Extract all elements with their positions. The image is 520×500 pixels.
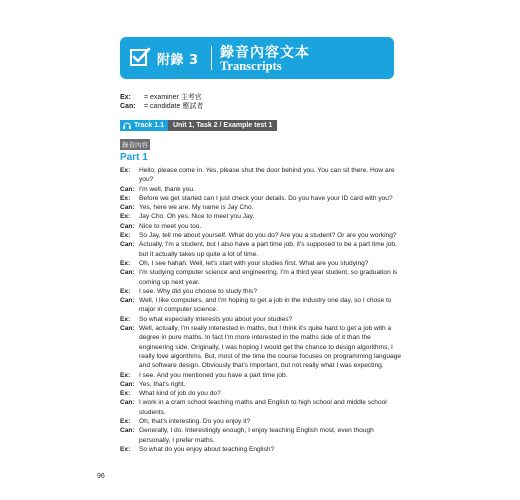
recording-label: 錄音內容 [122,141,148,149]
transcript-line [120,417,402,426]
speaker-label: Ex: [120,232,131,240]
speaker-label: Ex: [120,445,131,453]
speaker-label: Ex: [120,213,131,221]
appendix-banner [120,37,394,79]
title-english: Transcripts [220,59,282,73]
speaker-label: Ex: [120,259,131,267]
appendix-number: 附錄 3 [157,53,199,68]
legend-desc: = examiner 主考官 [144,94,202,101]
utterance-text: Well, actually, I'm really interested in maths, but I think it's quite hard to get a job with a degree in pure maths. In fact I'm more interested in the maths side of it than the engineering side. Originally, I was hoping I would get the chance to design algorithms, I really love algorithms. But, most of the time the course focuses on programming language and software design. Obviously that's important, but not really what I was expecting. [139,325,402,370]
speaker-label: Ex: [120,315,131,323]
track-label[interactable] [120,120,168,131]
speaker-label: Ex: [120,167,131,174]
headphones-icon [123,122,131,129]
transcript-line [120,185,402,194]
utterance-text: Jay Cho. Oh yes. Nice to meet you Jay. [139,213,255,221]
speaker-label: Can: [120,380,135,388]
transcript-line [120,371,402,380]
track-number: Track 1.1 [134,122,164,129]
transcript-line [120,389,402,398]
speaker-label: Can: [120,222,135,230]
title-chinese: 錄音內容文本 [220,45,310,61]
utterance-text: Before we get started can I just check your details. Do you have your ID card with you? [139,194,393,202]
utterance-text: I see. And you mentioned you have a part time job. [139,371,288,379]
utterance-text: Well, I like computers, and I'm hoping to get a job in the industry one day, so I chose to major in computer science. [139,297,392,314]
transcript-line [120,324,402,370]
speaker-label: Ex: [120,390,131,398]
transcript-line [120,222,402,231]
utterance-text: Yes, that's right. [139,380,186,388]
transcript-line [120,166,402,185]
track-title: Unit 1, Task 2 / Example test 1 [168,120,277,131]
legend-abbr: Ex: [120,94,131,101]
utterance-text: I'm studying computer science and engineering. I'm a third year student, so graduation is coming up next year. [139,269,398,286]
speaker-label: Can: [120,399,135,407]
speaker-label: Can: [120,269,135,277]
utterance-text: So what do you enjoy about teaching English? [139,445,275,453]
speaker-label: Can: [120,204,135,212]
transcript-line [120,240,402,259]
transcript-line [120,194,402,203]
speaker-label: Can: [120,427,135,435]
checkbox-icon [129,46,151,68]
utterance-text: Oh, I see hahah. Well, let's start with your studies first. What are you studying? [139,259,369,267]
utterance-text: I work in a cram school teaching maths and English to high school and middle school students. [139,399,387,416]
legend-desc: = candidate 應試者 [144,103,204,110]
utterance-text: So what especially interests you about your studies? [139,315,293,323]
speaker-label: Can: [120,325,135,333]
transcript-line [120,315,402,324]
transcript-line [120,203,402,212]
transcript-line [120,380,402,389]
transcript-line [120,426,402,445]
transcript-line [120,268,402,287]
legend-examiner [120,93,202,102]
utterance-text: Actually, I'm a student, but I also have a part time job, it's supposed to be a part time job, but it actually takes up quite a lot of time. [139,241,397,258]
legend-candidate [120,102,203,111]
utterance-text: Hello, please come in. Yes, please shut the door behind you. You can sit there. How are you? [139,167,395,184]
transcript-line [120,398,402,417]
legend-abbr: Can: [120,103,136,110]
speaker-label: Ex: [120,194,131,202]
transcript-line [120,259,402,268]
utterance-text: Nice to meet you too. [139,222,202,230]
transcript-line [120,296,402,315]
utterance-text: Generally, I do. Interestingly enough, I enjoy teaching English most, even though personally, I prefer maths. [139,427,374,444]
transcript-line [120,231,402,240]
transcript [120,166,402,454]
speaker-label: Can: [120,241,135,249]
speaker-label: Ex: [120,287,131,295]
utterance-text: Yes, here we are. My name is Jay Cho. [139,204,254,212]
speaker-label: Ex: [120,418,131,426]
track-bar [120,120,277,131]
utterance-text: So Jay, tell me about yourself. What do you do? Are you a student? Or are you working? [139,232,397,240]
utterance-text: What kind of job do you do? [139,390,221,398]
utterance-text: Oh, that's interesting. Do you enjoy it? [139,418,251,426]
transcript-line [120,445,402,454]
speaker-label: Can: [120,297,135,305]
utterance-text: I'm well, thank you. [139,185,195,193]
transcript-line [120,212,402,221]
speaker-label: Can: [120,185,135,193]
utterance-text: I see. Why did you choose to study this? [139,287,258,295]
banner-divider [211,46,212,70]
part-heading: Part 1 [120,152,148,163]
transcript-line [120,287,402,296]
speaker-label: Ex: [120,371,131,379]
page-number: 96 [97,473,105,480]
